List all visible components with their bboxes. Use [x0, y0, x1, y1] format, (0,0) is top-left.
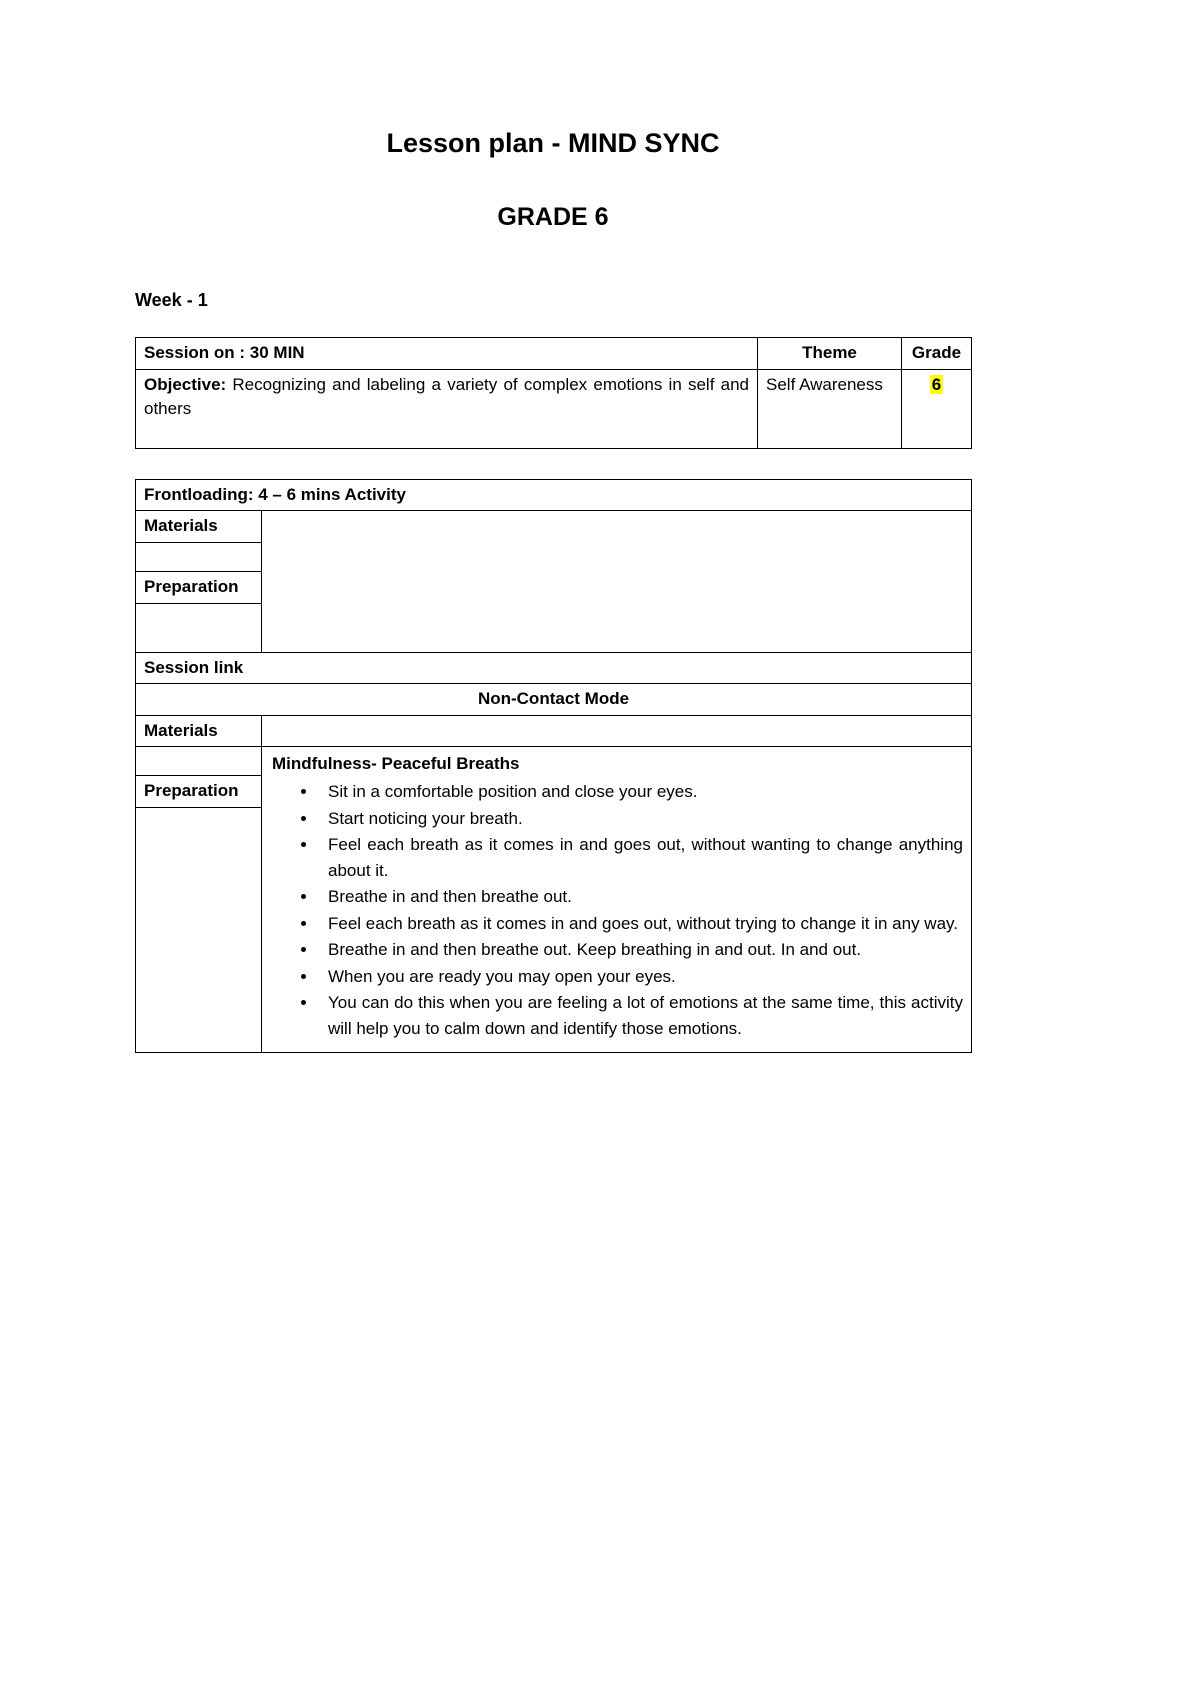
- week-label: Week - 1: [135, 290, 208, 310]
- bullet-item: • Sit in a comfortable position and close your eyes.: [318, 779, 963, 805]
- non-contact-mode-cell: Non-Contact Mode: [136, 684, 972, 716]
- frontloading-content-cell: [262, 511, 972, 652]
- mindfulness-bullets: [270, 779, 963, 1041]
- page-title: Lesson plan - MIND SYNC: [386, 128, 720, 158]
- theme-header-cell: Theme: [758, 338, 902, 370]
- bullet-item: • Feel each breath as it comes in and goes out, without wanting to change anything about it.: [318, 832, 963, 883]
- preparation-label-cell: Preparation: [136, 571, 262, 603]
- objective-cell: [136, 369, 758, 448]
- grade-header-cell: Grade: [902, 338, 972, 370]
- bullet-item: • Start noticing your breath.: [318, 806, 963, 832]
- session-link-row: [136, 652, 972, 684]
- frontloading-table: [135, 479, 972, 1053]
- empty-cell-2: [136, 603, 262, 652]
- session-table-objective-row: [136, 369, 972, 448]
- session-table-header-row: [136, 338, 972, 370]
- materials-label-cell: Materials: [136, 511, 262, 543]
- empty-cell-3: [136, 747, 262, 776]
- materials2-content-cell: [262, 715, 972, 747]
- bullet-item: • You can do this when you are feeling a lot of emotions at the same time, this activity will help you to calm down and identify those emotions.: [318, 990, 963, 1041]
- frontloading-title-cell: Frontloading: 4 – 6 mins Activity: [136, 479, 972, 511]
- mindfulness-row: [136, 747, 972, 776]
- materials2-label-cell: Materials: [136, 715, 262, 747]
- objective-label: Objective:: [144, 374, 227, 394]
- theme-value-cell: Self Awareness: [758, 369, 902, 448]
- bullet-item: • Feel each breath as it comes in and goes out, without trying to change it in any way.: [318, 911, 963, 937]
- empty-cell-1: [136, 542, 262, 571]
- empty-cell-4: [136, 808, 262, 1053]
- frontloading-title-row: [136, 479, 972, 511]
- activity-title: Mindfulness- Peaceful Breaths: [272, 754, 520, 774]
- bullet-item: • When you are ready you may open your eyes.: [318, 964, 963, 990]
- session-header-cell: Session on : 30 MIN: [136, 338, 758, 370]
- session-link-cell: Session link: [136, 652, 972, 684]
- materials-row-2: [136, 715, 972, 747]
- preparation2-label-cell: Preparation: [136, 776, 262, 808]
- document-page: [135, 0, 971, 1053]
- bullet-item: • Breathe in and then breathe out.: [318, 884, 963, 910]
- session-table: [135, 337, 972, 449]
- materials-row: [136, 511, 972, 543]
- bullet-item: • Breathe in and then breathe out. Keep breathing in and out. In and out.: [318, 937, 963, 963]
- mindfulness-content-cell: [262, 747, 972, 1053]
- page-subtitle: GRADE 6: [497, 203, 609, 231]
- objective-text: Recognizing and labeling a variety of complex emotions in self and others: [144, 374, 749, 419]
- non-contact-mode-row: [136, 684, 972, 716]
- grade-value-highlight: 6: [931, 374, 942, 394]
- grade-value-cell: [902, 369, 972, 448]
